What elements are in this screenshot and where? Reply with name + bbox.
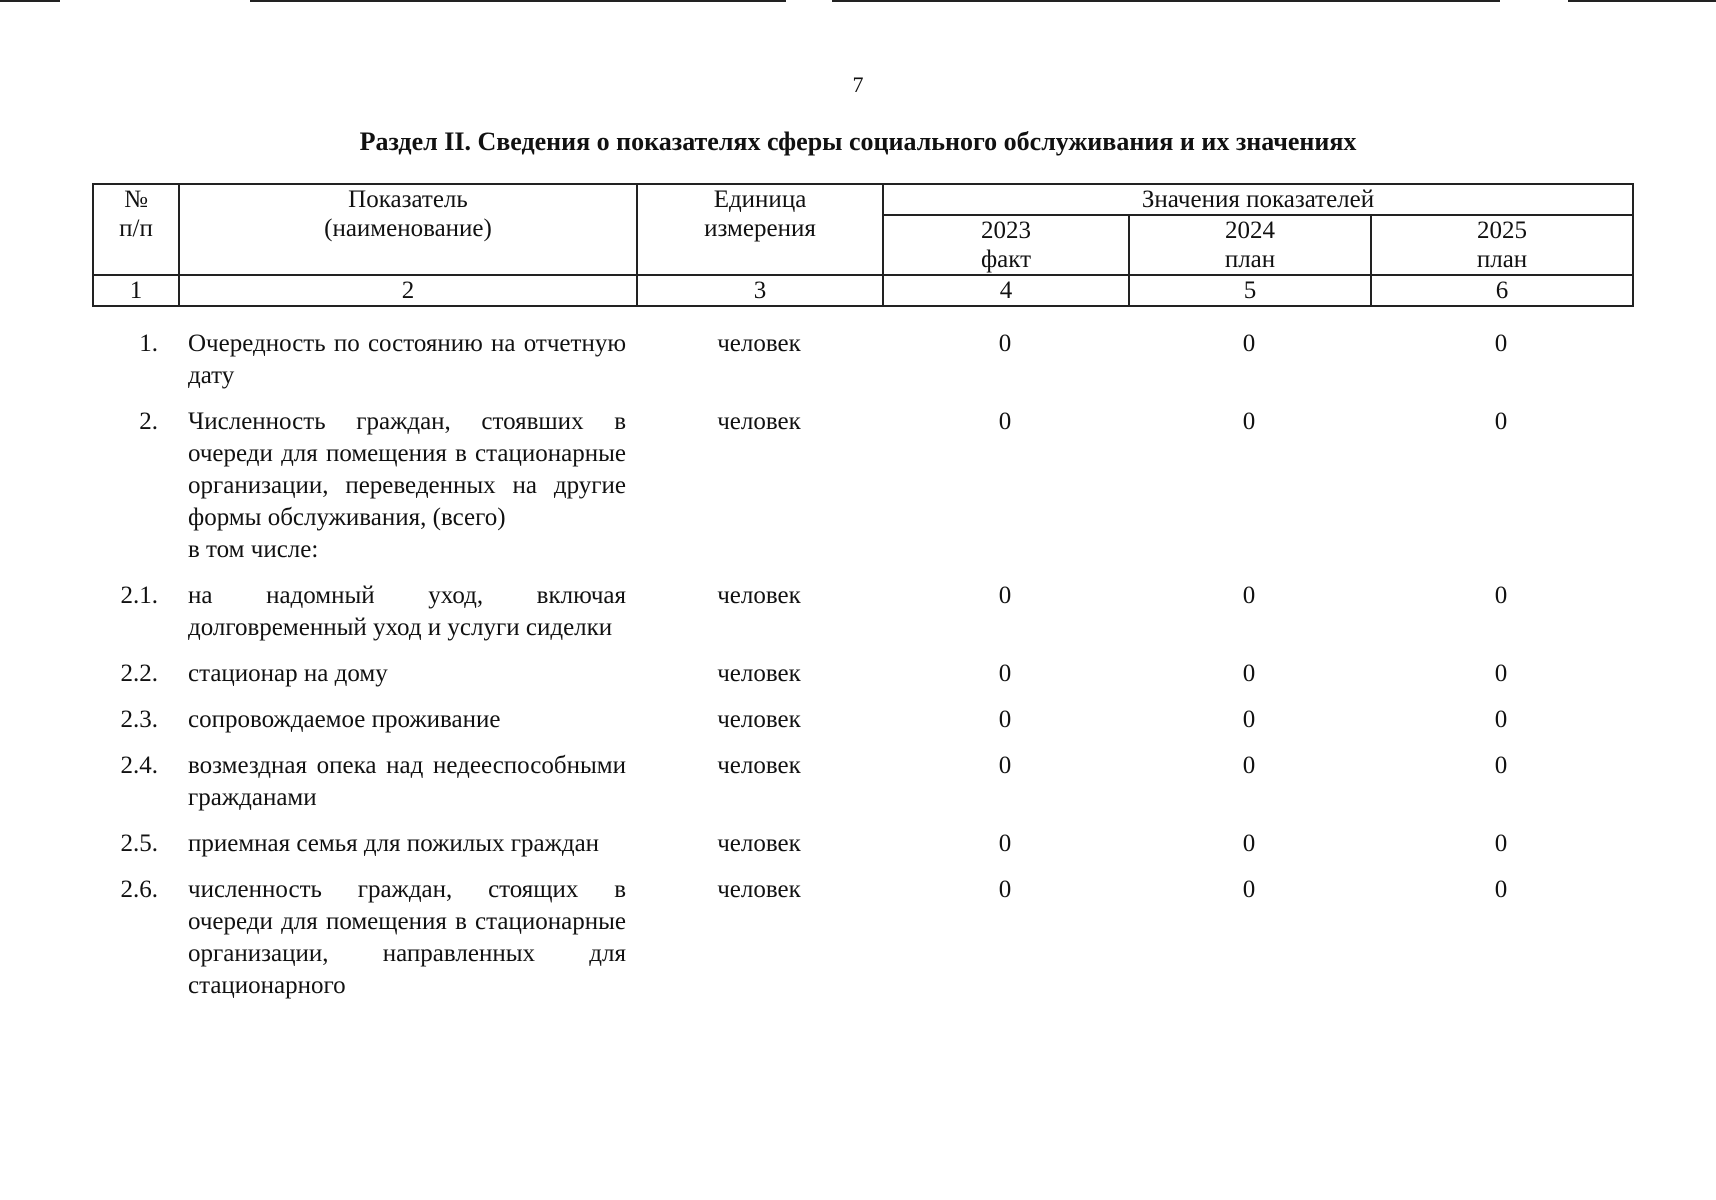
- indicator-name-extra: в том числе:: [188, 536, 319, 563]
- scan-edge-line: [0, 0, 60, 2]
- unit-cell: человек: [717, 408, 801, 435]
- value-2025: 0: [1494, 876, 1508, 903]
- indicator-name: на надомный уход, включая долговременный уход и услуги сиделки: [188, 582, 626, 641]
- value-2025: 0: [1494, 706, 1508, 733]
- indicator-name: сопровождаемое проживание: [188, 706, 501, 733]
- indicator-name: стационар на дому: [188, 660, 388, 687]
- value-2023: 0: [998, 830, 1012, 857]
- value-2023: 0: [998, 582, 1012, 609]
- table-row: [92, 704, 1632, 750]
- row-number: 1.: [139, 330, 158, 357]
- value-2025: 0: [1494, 408, 1508, 435]
- indicator-name: Очередность по состоянию на отчетную дату: [188, 330, 626, 389]
- column-number: 3: [637, 275, 883, 306]
- column-number: 5: [1129, 275, 1371, 306]
- column-number: 1: [93, 275, 179, 306]
- value-2025: 0: [1494, 330, 1508, 357]
- unit-cell: человек: [717, 706, 801, 733]
- value-2024: 0: [1242, 706, 1256, 733]
- value-2024: 0: [1242, 582, 1256, 609]
- row-number: 2.3.: [120, 706, 158, 733]
- indicators-table: [92, 328, 1632, 1016]
- header-values-group: Значения показателей: [883, 184, 1633, 215]
- value-2025: 0: [1494, 752, 1508, 779]
- page-number: 7: [852, 72, 864, 97]
- header-year-2024: 2024 план: [1129, 215, 1371, 275]
- value-2024: 0: [1242, 408, 1256, 435]
- row-number: 2.: [139, 408, 158, 435]
- unit-cell: человек: [717, 752, 801, 779]
- table-row: [92, 828, 1632, 874]
- value-2024: 0: [1242, 830, 1256, 857]
- section-title: Раздел II. Сведения о показателях сферы социального обслуживания и их значениях: [359, 127, 1357, 156]
- row-number: 2.4.: [120, 752, 158, 779]
- header-year-2025: 2025 план: [1371, 215, 1633, 275]
- value-2024: 0: [1242, 752, 1256, 779]
- column-number: 4: [883, 275, 1129, 306]
- value-2023: 0: [998, 408, 1012, 435]
- row-number: 2.2.: [120, 660, 158, 687]
- indicator-name: численность граждан, стоящих в очереди для помещения в стационарные организации, направленных для стационарного: [188, 876, 626, 999]
- column-number: 2: [179, 275, 637, 306]
- row-number: 2.5.: [120, 830, 158, 857]
- indicator-name: приемная семья для пожилых граждан: [188, 830, 600, 857]
- row-number: 2.6.: [120, 876, 158, 903]
- indicator-name-cell: [178, 406, 636, 580]
- header-year-2023: 2023 факт: [883, 215, 1129, 275]
- indicator-name: возмездная опека над недееспособными гражданами: [188, 752, 626, 811]
- table-row: [92, 328, 1632, 406]
- table-row: [92, 580, 1632, 658]
- value-2025: 0: [1494, 582, 1508, 609]
- value-2023: 0: [998, 752, 1012, 779]
- value-2023: 0: [998, 330, 1012, 357]
- table-header: [92, 183, 1634, 307]
- unit-cell: человек: [717, 830, 801, 857]
- row-number: 2.1.: [120, 582, 158, 609]
- unit-cell: человек: [717, 582, 801, 609]
- value-2023: 0: [998, 876, 1012, 903]
- header-col-unit: Единица измерения: [637, 184, 883, 275]
- value-2024: 0: [1242, 876, 1256, 903]
- value-2024: 0: [1242, 330, 1256, 357]
- scan-edge-line: [250, 0, 786, 2]
- header-col-indicator: Показатель (наименование): [179, 184, 637, 275]
- scan-edge-line: [1568, 0, 1716, 2]
- value-2025: 0: [1494, 660, 1508, 687]
- scan-edge-line: [832, 0, 1500, 2]
- table-row: [92, 874, 1632, 1016]
- unit-cell: человек: [717, 330, 801, 357]
- value-2023: 0: [998, 660, 1012, 687]
- value-2024: 0: [1242, 660, 1256, 687]
- table-row: [92, 658, 1632, 704]
- table-row: [92, 750, 1632, 828]
- value-2023: 0: [998, 706, 1012, 733]
- header-col-num: № п/п: [93, 184, 179, 275]
- unit-cell: человек: [717, 876, 801, 903]
- unit-cell: человек: [717, 660, 801, 687]
- column-number: 6: [1371, 275, 1633, 306]
- indicator-name: Численность граждан, стоявших в очереди для помещения в стационарные организации, переведенных на другие формы обслуживания, (всего): [188, 408, 626, 531]
- table-row: [92, 406, 1632, 580]
- value-2025: 0: [1494, 830, 1508, 857]
